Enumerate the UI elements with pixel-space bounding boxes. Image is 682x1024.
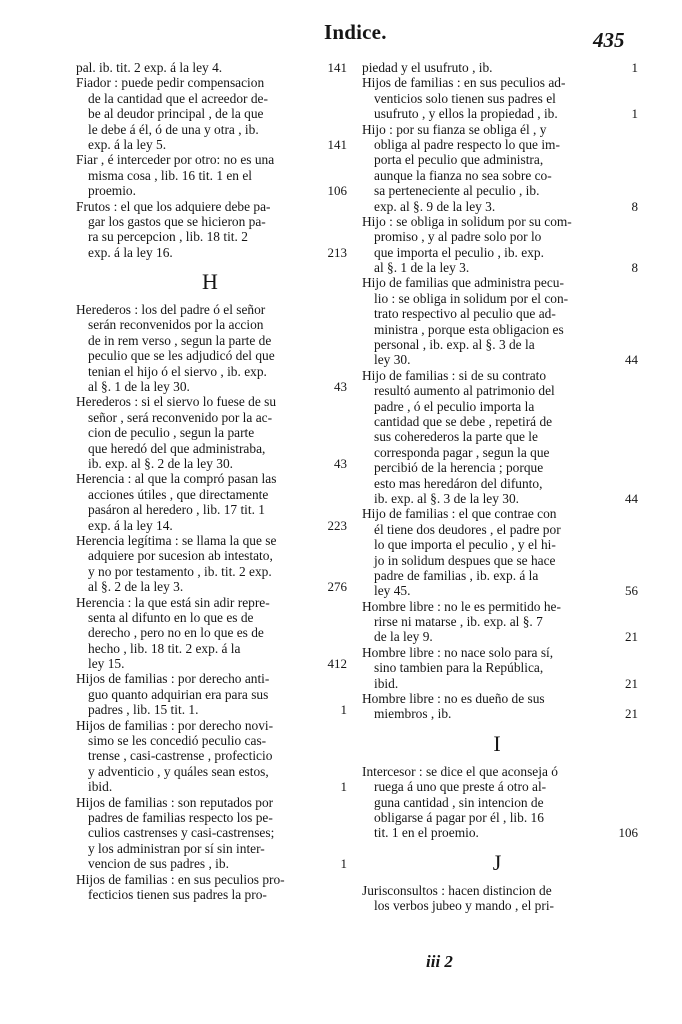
entry-line: ley 45. <box>374 583 411 599</box>
entry-line: que importa el peculio , ib. exp. <box>374 244 544 260</box>
entry-line: exp. á la ley 16. <box>88 244 173 260</box>
index-entry <box>76 471 347 533</box>
entry-line: Herencia : la que está sin adir repre- <box>76 594 270 610</box>
entry-line: cion de peculio , segun la parte <box>88 425 255 441</box>
entry-page-ref: 412 <box>327 656 347 672</box>
entry-page-ref: 21 <box>625 675 638 691</box>
index-entry <box>362 883 632 914</box>
index-column-left <box>76 60 347 902</box>
index-entry <box>362 275 638 368</box>
entry-page-ref: 56 <box>625 583 638 599</box>
entry-page-ref: 276 <box>327 579 347 595</box>
entry-line: los verbos jubeo y mando , el pri- <box>374 898 554 914</box>
entry-line: Hombre libre : no es dueño de sus <box>362 691 545 707</box>
entry-line: porta el peculio que administra, <box>374 152 544 168</box>
index-entry <box>362 367 638 507</box>
entry-page-ref: 106 <box>327 183 347 199</box>
entry-line: peculio que se les adjudicó del que <box>88 348 275 364</box>
entry-line: ibid. <box>374 675 399 691</box>
entry-line: le debe á él, ó de una y otra , ib. <box>88 121 259 137</box>
index-entry <box>362 691 638 722</box>
entry-line: padre , ó el peculio importa la <box>374 398 535 414</box>
entry-line: ib. exp. al §. 3 de la ley 30. <box>374 490 520 506</box>
entry-line: padre de familias , ib. exp. á la <box>374 567 539 583</box>
entry-line: exp. al §. 9 de la ley 3. <box>374 198 496 214</box>
entry-line: Hijo : se obliga in solidum por su com- <box>362 213 572 229</box>
entry-line: derecho , pero no en lo que es de <box>88 625 264 641</box>
entry-line: Hijo de familias : el que contrae con <box>362 506 557 522</box>
entry-line: sus coherederos la parte que le <box>374 429 538 445</box>
entry-line: aunque la fianza no sea sobre co- <box>374 167 552 183</box>
entry-line: acciones útiles , que directamente <box>88 486 269 502</box>
entry-line: ruega á uno que preste á otro al- <box>374 779 547 795</box>
entry-page-ref: 106 <box>618 825 638 841</box>
index-entry <box>76 717 347 795</box>
entry-line: obliga al padre respecto lo que im- <box>374 136 560 152</box>
entry-line: Hijos de familias : por derecho novi- <box>76 717 274 733</box>
entry-line: senta al difunto en lo que es de <box>88 609 254 625</box>
page-number: 435 <box>593 28 625 52</box>
entry-line: de la ley 9. <box>374 629 433 645</box>
entry-line: misma cosa , lib. 16 tit. 1 en el <box>88 167 253 183</box>
index-entry <box>76 794 347 872</box>
section-letter: J <box>492 849 502 875</box>
entry-page-ref: 1 <box>340 856 347 872</box>
entry-line: Frutos : el que los adquiere debe pa- <box>76 198 271 214</box>
entry-page-ref: 1 <box>631 106 638 122</box>
entry-line: miembros , ib. <box>374 706 452 722</box>
entry-page-ref: 223 <box>327 517 347 533</box>
entry-line: Herederos : los del padre ó el señor <box>76 302 266 318</box>
entry-line: al §. 2 de la ley 3. <box>88 579 184 595</box>
entry-line: ministra , porque esta obligacion es <box>374 321 564 337</box>
entry-line: promiso , y al padre solo por lo <box>374 229 542 245</box>
entry-line: Fiar , é interceder por otro: no es una <box>76 152 275 168</box>
entry-page-ref: 21 <box>625 629 638 645</box>
entry-line: ra su percepcion , lib. 18 tit. 2 <box>88 229 248 245</box>
entry-line: exp. á la ley 14. <box>88 517 173 533</box>
entry-line: pal. ib. tit. 2 exp. á la ley 4. <box>76 60 223 75</box>
entry-line: tit. 1 en el proemio. <box>374 825 479 841</box>
entry-line: ley 30. <box>374 352 411 368</box>
entry-page-ref: 43 <box>334 379 347 395</box>
entry-line: percibió de la herencia ; porque <box>374 460 544 476</box>
entry-line: lo que importa el peculio , y el hi- <box>374 537 556 553</box>
entry-line: ley 15. <box>88 656 125 672</box>
entry-line: jo in solidum despues que se hace <box>374 552 556 568</box>
entry-line: Hijos de familias : en sus peculios pro- <box>76 871 285 887</box>
entry-page-ref: 1 <box>340 702 347 718</box>
entry-line: Jurisconsultos : hacen distincion de <box>362 882 552 898</box>
entry-line: hecho , lib. 18 tit. 2 exp. á la <box>88 640 241 656</box>
index-entry <box>362 598 638 645</box>
entry-line: guna cantidad , sin intencion de <box>374 794 544 810</box>
entry-line: ibid. <box>88 779 113 795</box>
entry-line: Hijos de familias : son reputados por <box>76 794 274 810</box>
entry-line: padres , lib. 15 tit. 1. <box>88 702 199 718</box>
entry-line: trato respectivo al peculio que ad- <box>374 306 556 322</box>
index-entry <box>76 198 347 261</box>
entry-page-ref: 21 <box>625 706 638 722</box>
entry-page-ref: 8 <box>631 198 638 214</box>
entry-line: exp. á la ley 5. <box>88 136 167 152</box>
entry-line: de la cantidad que el acreedor de- <box>88 90 268 106</box>
entry-line: y no por testamento , ib. tit. 2 exp. <box>88 563 272 579</box>
entry-line: guo quanto adquirian era para sus <box>88 686 269 702</box>
entry-line: cantidad que se debe , repetirá de <box>374 413 553 429</box>
entry-page-ref: 213 <box>327 244 347 260</box>
section-letter: H <box>202 269 218 295</box>
entry-line: venticios solo tienen sus padres el <box>374 90 556 106</box>
entry-page-ref: 1 <box>631 60 638 75</box>
index-entry <box>76 671 347 718</box>
entry-line: simo se les concedió peculio cas- <box>88 733 267 749</box>
entry-line: fecticios tienen sus padres la pro- <box>88 886 267 902</box>
entry-line: al §. 1 de la ley 3. <box>374 260 470 276</box>
entry-line: corresponda pagar , segun la que <box>374 444 550 460</box>
entry-line: pasáron al heredero , lib. 17 tit. 1 <box>88 502 266 518</box>
entry-line: be al deudor principal , de la que <box>88 106 264 122</box>
entry-page-ref: 44 <box>625 352 638 368</box>
index-entry <box>362 506 638 599</box>
entry-line: Herencia : al que la compró pasan las <box>76 471 277 487</box>
printer-signature: iii 2 <box>426 952 453 971</box>
entry-line: Hombre libre : no nace solo para sí, <box>362 644 554 660</box>
entry-line: padres de familias respecto los pe- <box>88 809 273 825</box>
index-entry <box>362 213 638 276</box>
entry-line: ib. exp. al §. 2 de la ley 30. <box>88 455 234 471</box>
entry-line: serán reconvenidos por la accion <box>88 317 264 333</box>
entry-line: usufruto , y ellos la propiedad , ib. <box>374 106 558 122</box>
entry-page-ref: 44 <box>625 491 638 506</box>
section-letter: I <box>493 730 501 756</box>
entry-line: sa perteneciente al peculio , ib. <box>374 183 540 199</box>
entry-line: Hijos de familias : en sus peculios ad- <box>362 75 566 91</box>
entry-line: de in rem verso , segun la parte de <box>88 332 272 348</box>
entry-line: proemio. <box>88 183 136 199</box>
entry-line: Intercesor : se dice el que aconseja ó <box>362 763 558 779</box>
entry-page-ref: 1 <box>340 779 347 795</box>
index-entry <box>362 644 638 691</box>
index-column-right <box>362 60 638 914</box>
entry-line: al §. 1 de la ley 30. <box>88 379 190 395</box>
entry-line: Hijos de familias : por derecho anti- <box>76 671 270 687</box>
entry-line: piedad y el usufruto , ib. <box>362 60 493 75</box>
index-entry <box>362 121 638 214</box>
running-head: Indice. <box>324 20 387 44</box>
index-entry <box>362 75 638 122</box>
entry-line: señor , será reconvenido por la ac- <box>88 409 273 425</box>
entry-page-ref: 8 <box>631 260 638 276</box>
entry-page-ref: 141 <box>327 136 347 152</box>
index-entry <box>76 60 347 75</box>
entry-page-ref: 141 <box>327 60 347 75</box>
entry-line: resultó aumento al patrimonio del <box>374 383 555 399</box>
entry-line: obligarse á pagar por él , lib. 16 <box>374 809 544 825</box>
index-entry <box>76 532 347 595</box>
entry-line: Hombre libre : no le es permitido he- <box>362 598 561 614</box>
entry-line: y adventicio , y quáles sean estos, <box>88 763 269 779</box>
entry-line: personal , ib. exp. al §. 3 de la <box>374 337 535 353</box>
entry-line: que heredó del que administraba, <box>88 440 266 456</box>
entry-line: tenian el hijo ó el siervo , ib. exp. <box>88 363 267 379</box>
entry-line: Hijo de familias que administra pecu- <box>362 275 564 291</box>
entry-line: Hijo de familias : si de su contrato <box>362 367 547 383</box>
entry-line: Herederos : si el siervo lo fuese de su <box>76 394 277 410</box>
index-entry <box>362 763 638 841</box>
entry-line: Herencia legítima : se llama la que se <box>76 532 277 548</box>
index-entry <box>76 394 347 472</box>
entry-line: trense , casi-castrense , profecticio <box>88 748 273 764</box>
entry-line: esto mas heredáron del difunto, <box>374 475 543 491</box>
entry-line: y los administran por sí sin inter- <box>88 840 265 856</box>
entry-line: Fiador : puede pedir compensacion <box>76 75 265 91</box>
index-entry <box>76 594 347 672</box>
entry-line: culios castrenses y casi-castrenses; <box>88 825 275 841</box>
index-entry <box>76 75 347 152</box>
index-entry <box>76 302 347 395</box>
index-entry <box>76 872 344 903</box>
index-entry <box>362 60 638 75</box>
entry-line: Hijo : por su fianza se obliga él , y <box>362 121 547 137</box>
entry-page-ref: 43 <box>334 456 347 472</box>
entry-line: lio : se obliga in solidum por el con- <box>374 290 569 306</box>
index-entry <box>76 152 347 199</box>
entry-line: sino tambien para la República, <box>374 660 544 676</box>
entry-line: vencion de sus padres , ib. <box>88 856 229 872</box>
entry-line: adquiere por sucesion ab intestato, <box>88 548 273 564</box>
entry-line: rirse ni matarse , ib. exp. al §. 7 <box>374 614 543 630</box>
entry-line: gar los gastos que se hicieron pa- <box>88 213 266 229</box>
entry-line: él tiene dos deudores , el padre por <box>374 521 561 537</box>
